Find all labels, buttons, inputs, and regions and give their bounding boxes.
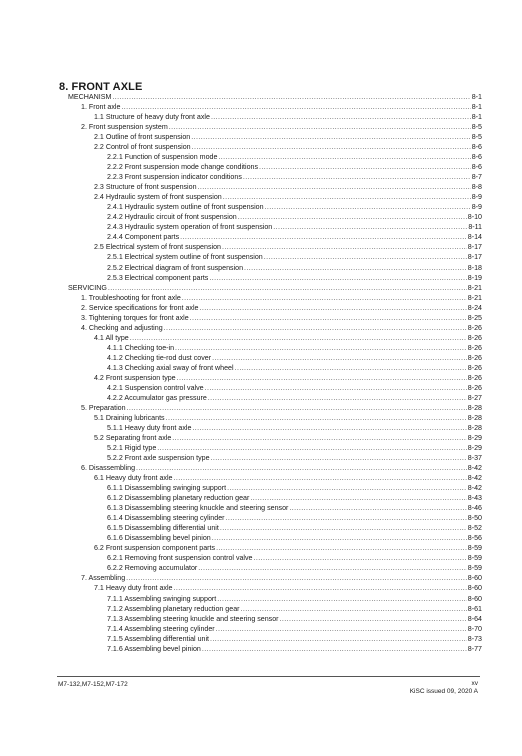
toc-entry-page: 8-77 [467,644,482,653]
toc-entry-page: 8-60 [467,594,482,603]
toc-entry[interactable] [81,294,482,303]
toc-entry-label: 5. Preparation [81,403,126,412]
footer-divider [57,676,480,677]
toc-entry-page: 8-1 [471,113,482,122]
toc-entry[interactable] [107,625,482,634]
footer-models: M7-132,M7-152,M7-172 [58,681,128,688]
toc-entry[interactable] [81,123,482,132]
toc-entry[interactable] [107,524,482,533]
toc-entry[interactable] [81,574,482,583]
toc-entry-label: 2.1 Outline of front suspension [94,133,191,142]
toc-entry-label: 6.2.1 Removing front suspension control valve [107,554,253,563]
toc-entry-label: 2. Service specifications for front axle [81,303,199,312]
toc-entry[interactable] [107,264,482,273]
toc-leader-dots [227,484,467,493]
toc-leader-dots [127,404,467,413]
toc-entry-page: 8-43 [467,494,482,503]
toc-entry-page: 8-28 [467,403,482,412]
toc-entry[interactable] [107,484,482,493]
toc-leader-dots [220,524,467,533]
toc-entry-page: 8-11 [468,223,482,232]
toc-entry-label: 2.4.3 Hydraulic system operation of front suspension [107,223,273,232]
toc-entry-page: 8-26 [467,333,482,342]
toc-leader-dots [243,173,471,182]
toc-entry-page: 8-64 [467,614,482,623]
toc-entry[interactable] [81,464,482,473]
toc-entry-page: 8-1 [471,103,482,112]
chapter-title: 8. FRONT AXLE [59,81,143,93]
toc-leader-dots [112,93,470,102]
toc-entry[interactable] [94,133,482,142]
toc-entry-page: 8-60 [467,584,482,593]
toc-leader-dots [273,223,467,232]
toc-entry-page: 8-42 [467,464,482,473]
toc-entry[interactable] [107,605,482,614]
toc-entry-page: 8-21 [467,293,482,302]
toc-leader-dots [157,444,467,453]
toc-entry[interactable] [107,394,482,403]
toc-entry-label: 6.1.4 Disassembling steering cylinder [107,514,225,523]
toc-entry-label: 6.1.5 Disassembling differential unit [107,524,219,533]
toc-entry-label: 6.1.2 Disassembling planetary reduction gear [107,494,250,503]
toc-entry-page: 8-52 [467,524,482,533]
toc-entry-label: 5.1.1 Heavy duty front axle [107,423,192,432]
toc-entry-label: 2.4.1 Hydraulic system outline of front suspension [107,203,264,212]
toc-entry-label: 7.1.3 Assembling steering knuckle and steering sensor [107,614,279,623]
toc-leader-dots [166,414,467,423]
toc-entry-page: 8-37 [467,454,482,463]
toc-entry-label: 6.2.2 Removing accumulator [107,564,198,573]
toc-leader-dots [172,434,467,443]
toc-leader-dots [244,264,467,273]
toc-entry[interactable] [94,193,482,202]
toc-leader-dots [218,153,470,162]
toc-entry-page: 8-6 [471,153,482,162]
toc-entry-page: 8-17 [467,253,482,262]
toc-entry[interactable] [107,635,482,644]
toc-leader-dots [210,635,467,644]
toc-entry-label: 2.2 Control of front suspension [94,143,191,152]
toc-entry-label: 6.2 Front suspension component parts [94,544,216,553]
toc-entry-page: 8-6 [471,143,482,152]
toc-leader-dots [254,554,467,563]
toc-entry-page: 8-73 [467,634,482,643]
toc-entry[interactable] [94,414,482,423]
toc-entry-label: 5.2.1 Rigid type [107,444,157,453]
toc-entry-label: MECHANISM [68,93,112,101]
toc-entry-page: 8-28 [467,423,482,432]
toc-leader-dots [169,123,471,132]
toc-leader-dots [259,163,471,172]
toc-leader-dots [180,233,467,242]
toc-entry[interactable] [107,504,482,513]
toc-entry-page: 8-61 [467,604,482,613]
toc-entry-page: 8-26 [467,373,482,382]
toc-entry-label: 2.2.2 Front suspension mode change conditions [107,163,259,172]
toc-leader-dots [212,534,467,543]
toc-leader-dots [235,364,467,373]
toc-entry-label: 7. Assembling [81,574,126,583]
toc-entry-page: 8-14 [467,233,482,242]
toc-entry[interactable] [94,544,482,553]
toc-entry-label: 4.1 All type [94,333,129,342]
toc-leader-dots [192,143,471,152]
toc-entry-label: 7.1.1 Assembling swinging support [107,594,217,603]
toc-entry[interactable] [68,284,482,293]
toc-entry-page: 8-18 [467,263,482,272]
toc-leader-dots [202,645,467,654]
toc-entry[interactable] [68,93,482,102]
toc-entry-label: 2.5 Electrical system of front suspension [94,243,221,252]
toc-entry-page: 8-27 [467,393,482,402]
toc-leader-dots [192,424,466,433]
toc-entry-label: 2.4.2 Hydraulic circuit of front suspension [107,213,237,222]
toc-entry[interactable] [107,253,482,262]
toc-leader-dots [182,294,467,303]
toc-entry-page: 8-59 [467,554,482,563]
toc-leader-dots [121,103,470,112]
toc-entry-page: 8-26 [467,383,482,392]
toc-entry[interactable] [107,344,482,353]
toc-entry-label: 3. Tightening torques for front axle [81,313,189,322]
toc-entry-page: 8-25 [467,313,482,322]
toc-entry-page: 8-9 [471,193,482,202]
toc-entry-page: 8-21 [467,283,482,292]
toc-entry[interactable] [107,274,482,283]
toc-entry-label: 7.1.2 Assembling planetary reduction gear [107,604,240,613]
toc-entry-label: 4.2.2 Accumulator gas pressure [107,393,207,402]
toc-entry[interactable] [107,454,482,463]
toc-entry-page: 8-46 [467,504,482,513]
toc-entry-page: 8-9 [471,203,482,212]
toc-leader-dots [211,113,471,122]
toc-entry[interactable] [107,645,482,654]
toc-entry-page: 8-7 [471,173,482,182]
toc-leader-dots [198,183,471,192]
toc-entry[interactable] [94,183,482,192]
toc-entry[interactable] [107,384,482,393]
toc-entry[interactable] [81,103,482,112]
toc-entry-page: 8-28 [467,413,482,422]
toc-entry-page: 8-26 [467,323,482,332]
toc-entry-label: 5.2.2 Front axle suspension type [107,454,210,463]
toc-leader-dots [205,384,467,393]
toc-entry[interactable] [94,434,482,443]
toc-leader-dots [250,494,466,503]
toc-entry-label: 7.1.6 Assembling bevel pinion [107,644,201,653]
toc-entry-label: 6. Disassembling [81,464,136,473]
footer-info [410,680,478,696]
toc-entry-label: 6.1.1 Disassembling swinging support [107,484,227,493]
toc-entry[interactable] [81,314,482,323]
toc-entry-page: 8-42 [467,474,482,483]
toc-entry-page: 8-19 [467,273,482,282]
toc-leader-dots [136,464,467,473]
toc-entry-page: 8-5 [471,133,482,142]
toc-entry-label: 2.2.1 Function of suspension mode [107,153,218,162]
toc-entry[interactable] [107,173,482,182]
toc-entry-label: 4.1.3 Checking axial sway of front wheel [107,363,234,372]
toc-entry-label: 2.5.3 Electrical component parts [107,273,209,282]
toc-entry[interactable] [107,564,482,573]
toc-entry-page: 8-50 [467,514,482,523]
toc-leader-dots [289,504,466,513]
toc-entry[interactable] [107,595,482,604]
toc-entry-page: 8-70 [467,624,482,633]
toc-leader-dots [217,595,467,604]
toc-entry[interactable] [81,324,482,333]
toc-entry-label: 7.1.5 Assembling differential unit [107,634,210,643]
toc-entry-page: 8-10 [467,213,482,222]
toc-entry-label: 4.1.1 Checking toe-in [107,343,175,352]
toc-entry-page: 8-56 [467,534,482,543]
toc-leader-dots [173,584,466,593]
toc-entry-label: 1. Front axle [81,103,121,112]
toc-entry-label: 2.3 Structure of front suspension [94,183,197,192]
toc-leader-dots [177,374,467,383]
toc-entry[interactable] [107,233,482,242]
toc-entry[interactable] [107,615,482,624]
toc-entry[interactable] [107,223,482,232]
toc-entry-label: 6.1.6 Disassembling bevel pinion [107,534,211,543]
toc-entry-label: 4.2 Front suspension type [94,373,176,382]
toc-leader-dots [226,514,467,523]
toc-entry-label: 6.1 Heavy duty front axle [94,474,173,483]
toc-leader-dots [265,203,471,212]
toc-leader-dots [222,243,467,252]
toc-entry-label: 2. Front suspension system [81,123,168,132]
toc-leader-dots [216,544,467,553]
toc-entry-page: 8-1 [471,93,482,101]
toc-entry-label: 2.4 Hydraulic system of front suspension [94,193,222,202]
toc-entry[interactable] [107,364,482,373]
toc-entry[interactable] [94,334,482,343]
toc-entry-label: 2.5.2 Electrical diagram of front suspension [107,263,244,272]
toc-entry[interactable] [107,514,482,523]
toc-entry-label: 2.2.3 Front suspension indicator conditions [107,173,242,182]
toc-leader-dots [175,344,467,353]
toc-entry-page: 8-8 [471,183,482,192]
toc-entry-page: 8-17 [467,243,482,252]
toc-entry-page: 8-59 [467,544,482,553]
toc-entry[interactable] [107,554,482,563]
toc-entry-label: 1. Troubleshooting for front axle [81,293,181,302]
toc-entry-label: 5.1 Draining lubricants [94,413,165,422]
toc-leader-dots [164,324,467,333]
toc-leader-dots [264,253,467,262]
toc-entry[interactable] [94,243,482,252]
toc-entry[interactable] [94,143,482,152]
toc-entry-page: 8-6 [471,163,482,172]
footer-page-number: xv [471,680,478,687]
toc-entry-label: 1.1 Structure of heavy duty front axle [94,113,210,122]
toc-entry-page: 8-29 [467,434,482,443]
toc-entry-label: 4.1.2 Checking tie-rod dust cover [107,353,212,362]
toc-entry-label: 5.2 Separating front axle [94,434,172,443]
toc-leader-dots [198,564,467,573]
toc-leader-dots [216,625,467,634]
toc-entry[interactable] [107,424,482,433]
toc-entry-label: 4. Checking and adjusting [81,323,163,332]
toc-entry[interactable] [94,474,482,483]
toc-entry-page: 8-26 [467,363,482,372]
toc-entry-label: SERVICING [68,283,107,292]
toc-entry-page: 8-24 [467,303,482,312]
toc-entry[interactable] [107,494,482,503]
toc-entry[interactable] [107,203,482,212]
toc-entry[interactable] [107,444,482,453]
toc-leader-dots [209,274,466,283]
toc-entry-label: 4.2.1 Suspension control valve [107,383,204,392]
toc-leader-dots [212,354,467,363]
toc-leader-dots [223,193,471,202]
toc-entry[interactable] [107,534,482,543]
toc-entry-page: 8-59 [467,564,482,573]
toc-leader-dots [208,394,467,403]
toc-entry[interactable] [81,304,482,313]
toc-entry[interactable] [94,584,482,593]
toc-entry-page: 8-60 [467,574,482,583]
toc-leader-dots [280,615,467,624]
toc-entry[interactable] [107,163,482,172]
toc-entry[interactable] [94,374,482,383]
toc-entry-page: 8-29 [467,444,482,453]
toc-entry-page: 8-26 [467,343,482,352]
toc-leader-dots [200,304,467,313]
toc-entry[interactable] [107,153,482,162]
toc-leader-dots [130,334,467,343]
toc-entry-page: 8-5 [471,123,482,132]
toc-leader-dots [108,284,467,293]
toc-entry-page: 8-26 [467,353,482,362]
toc-entry[interactable] [81,404,482,413]
toc-entry[interactable] [107,354,482,363]
toc-leader-dots [211,454,467,463]
toc-leader-dots [191,133,471,142]
toc-leader-dots [238,213,467,222]
toc-entry-label: 7.1.4 Assembling steering cylinder [107,624,215,633]
toc-leader-dots [241,605,467,614]
toc-leader-dots [190,314,467,323]
toc-entry-label: 6.1.3 Disassembling steering knuckle and steering sensor [107,504,289,513]
toc-entry-label: 7.1 Heavy duty front axle [94,584,173,593]
footer-issue: KiSC issued 09, 2020 A [409,688,478,695]
toc-entry-label: 2.4.4 Component parts [107,233,180,242]
toc-entry[interactable] [94,113,482,122]
toc-entry[interactable] [107,213,482,222]
toc-leader-dots [173,474,466,483]
toc-leader-dots [126,574,467,583]
toc-entry-label: 2.5.1 Electrical system outline of front suspension [107,253,263,262]
toc-entry-page: 8-42 [467,484,482,493]
